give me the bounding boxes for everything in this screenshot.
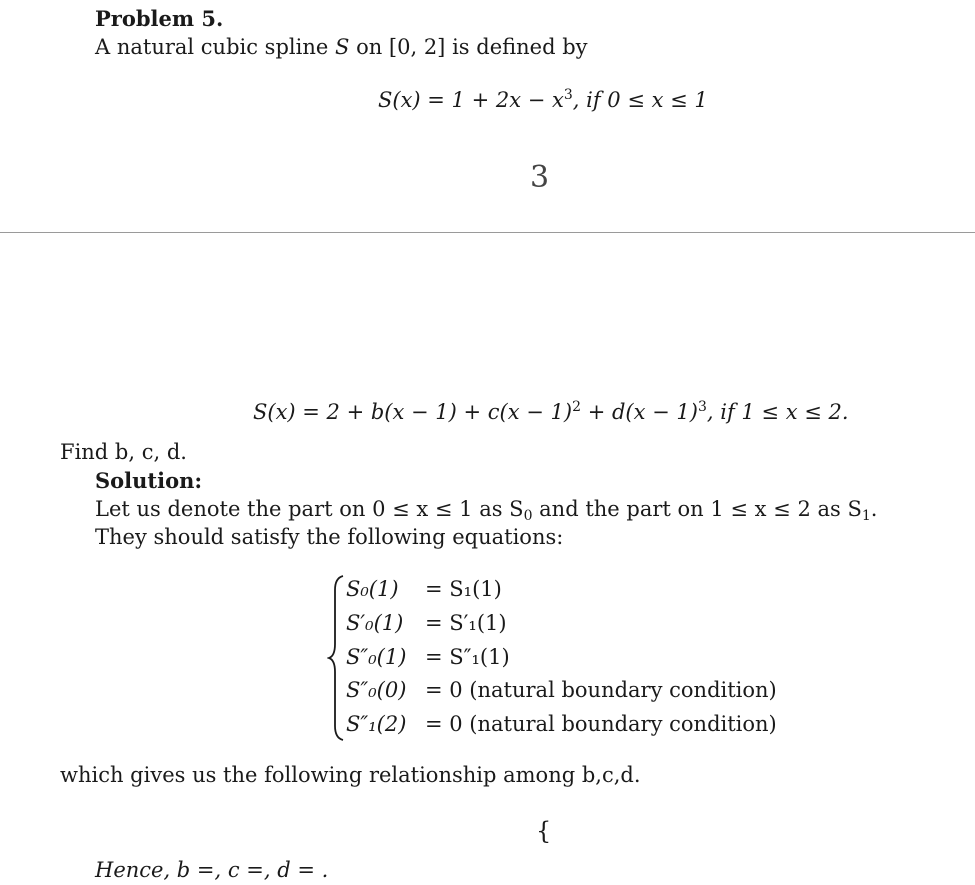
eq2-exponent-1: 2 [572,399,582,415]
line1-b: and the part on 1 ≤ x ≤ 2 as S [532,497,862,521]
relationship-text: which gives us the following relationship among b,c,d. [60,763,641,787]
system-row-rhs [425,645,510,669]
line1-sub0: 0 [523,508,533,524]
problem-intro [95,35,588,59]
eq2-condition: , if 1 ≤ x ≤ 2. [706,400,849,424]
eq2-part2: + d(x − 1) [581,400,698,424]
system-row [346,678,406,702]
page-mark: 3 [530,160,550,195]
problem-heading: Problem 5. [95,6,224,31]
system-row-rhs [425,712,777,736]
system-row [346,712,406,736]
intro-interval: [0, 2] [388,35,446,59]
intro-text: A natural cubic spline [95,35,329,59]
hence-line: Hence, b =, c =, d = . [95,858,329,882]
system-row [346,611,403,635]
system-rhs: = 0 (natural boundary condition) [425,678,777,702]
system-row [346,645,406,669]
system-rhs: = S′₁(1) [425,611,507,635]
system-rhs: = 0 (natural boundary condition) [425,712,777,736]
equation-piece-1 [378,88,708,112]
system-lhs: S″₀(0) [346,678,407,702]
line1-sub1: 1 [861,508,871,524]
system-rhs: = S″₁(1) [425,645,510,669]
eq2-exponent-2: 3 [697,399,707,415]
system-row-rhs [425,611,507,635]
page-divider [0,232,975,233]
solution-line-1 [95,497,878,524]
line1-end: . [870,497,878,521]
system-lhs: S′₀(1) [346,611,404,635]
solution-heading: Solution: [95,468,203,493]
system-row-rhs [425,678,777,702]
intro-on: on [356,35,383,59]
system-row-rhs [425,577,502,601]
eq2-part1: S(x) = 2 + b(x − 1) + c(x − 1) [253,400,573,424]
solution-line-2: They should satisfy the following equations: [95,525,564,549]
equation-piece-2 [253,400,849,424]
system-lhs: S″₀(1) [346,645,407,669]
hence-text [95,858,328,882]
left-brace [327,574,347,742]
eq1-condition: , if 0 ≤ x ≤ 1 [572,88,708,112]
system-lhs: S₀(1) [346,577,399,601]
eq1-exponent: 3 [563,87,573,103]
find-text: Find b, c, d. [60,440,187,464]
intro-var: S [334,35,350,59]
system-row [346,577,399,601]
system-lhs: S″₁(2) [346,712,407,736]
empty-system-brace: { [536,817,552,845]
line1-a: Let us denote the part on 0 ≤ x ≤ 1 as S [95,497,524,521]
intro-end: is defined by [452,35,588,59]
system-rhs: = S₁(1) [425,577,502,601]
eq1-lhs: S(x) = 1 + 2x − x [378,88,564,112]
